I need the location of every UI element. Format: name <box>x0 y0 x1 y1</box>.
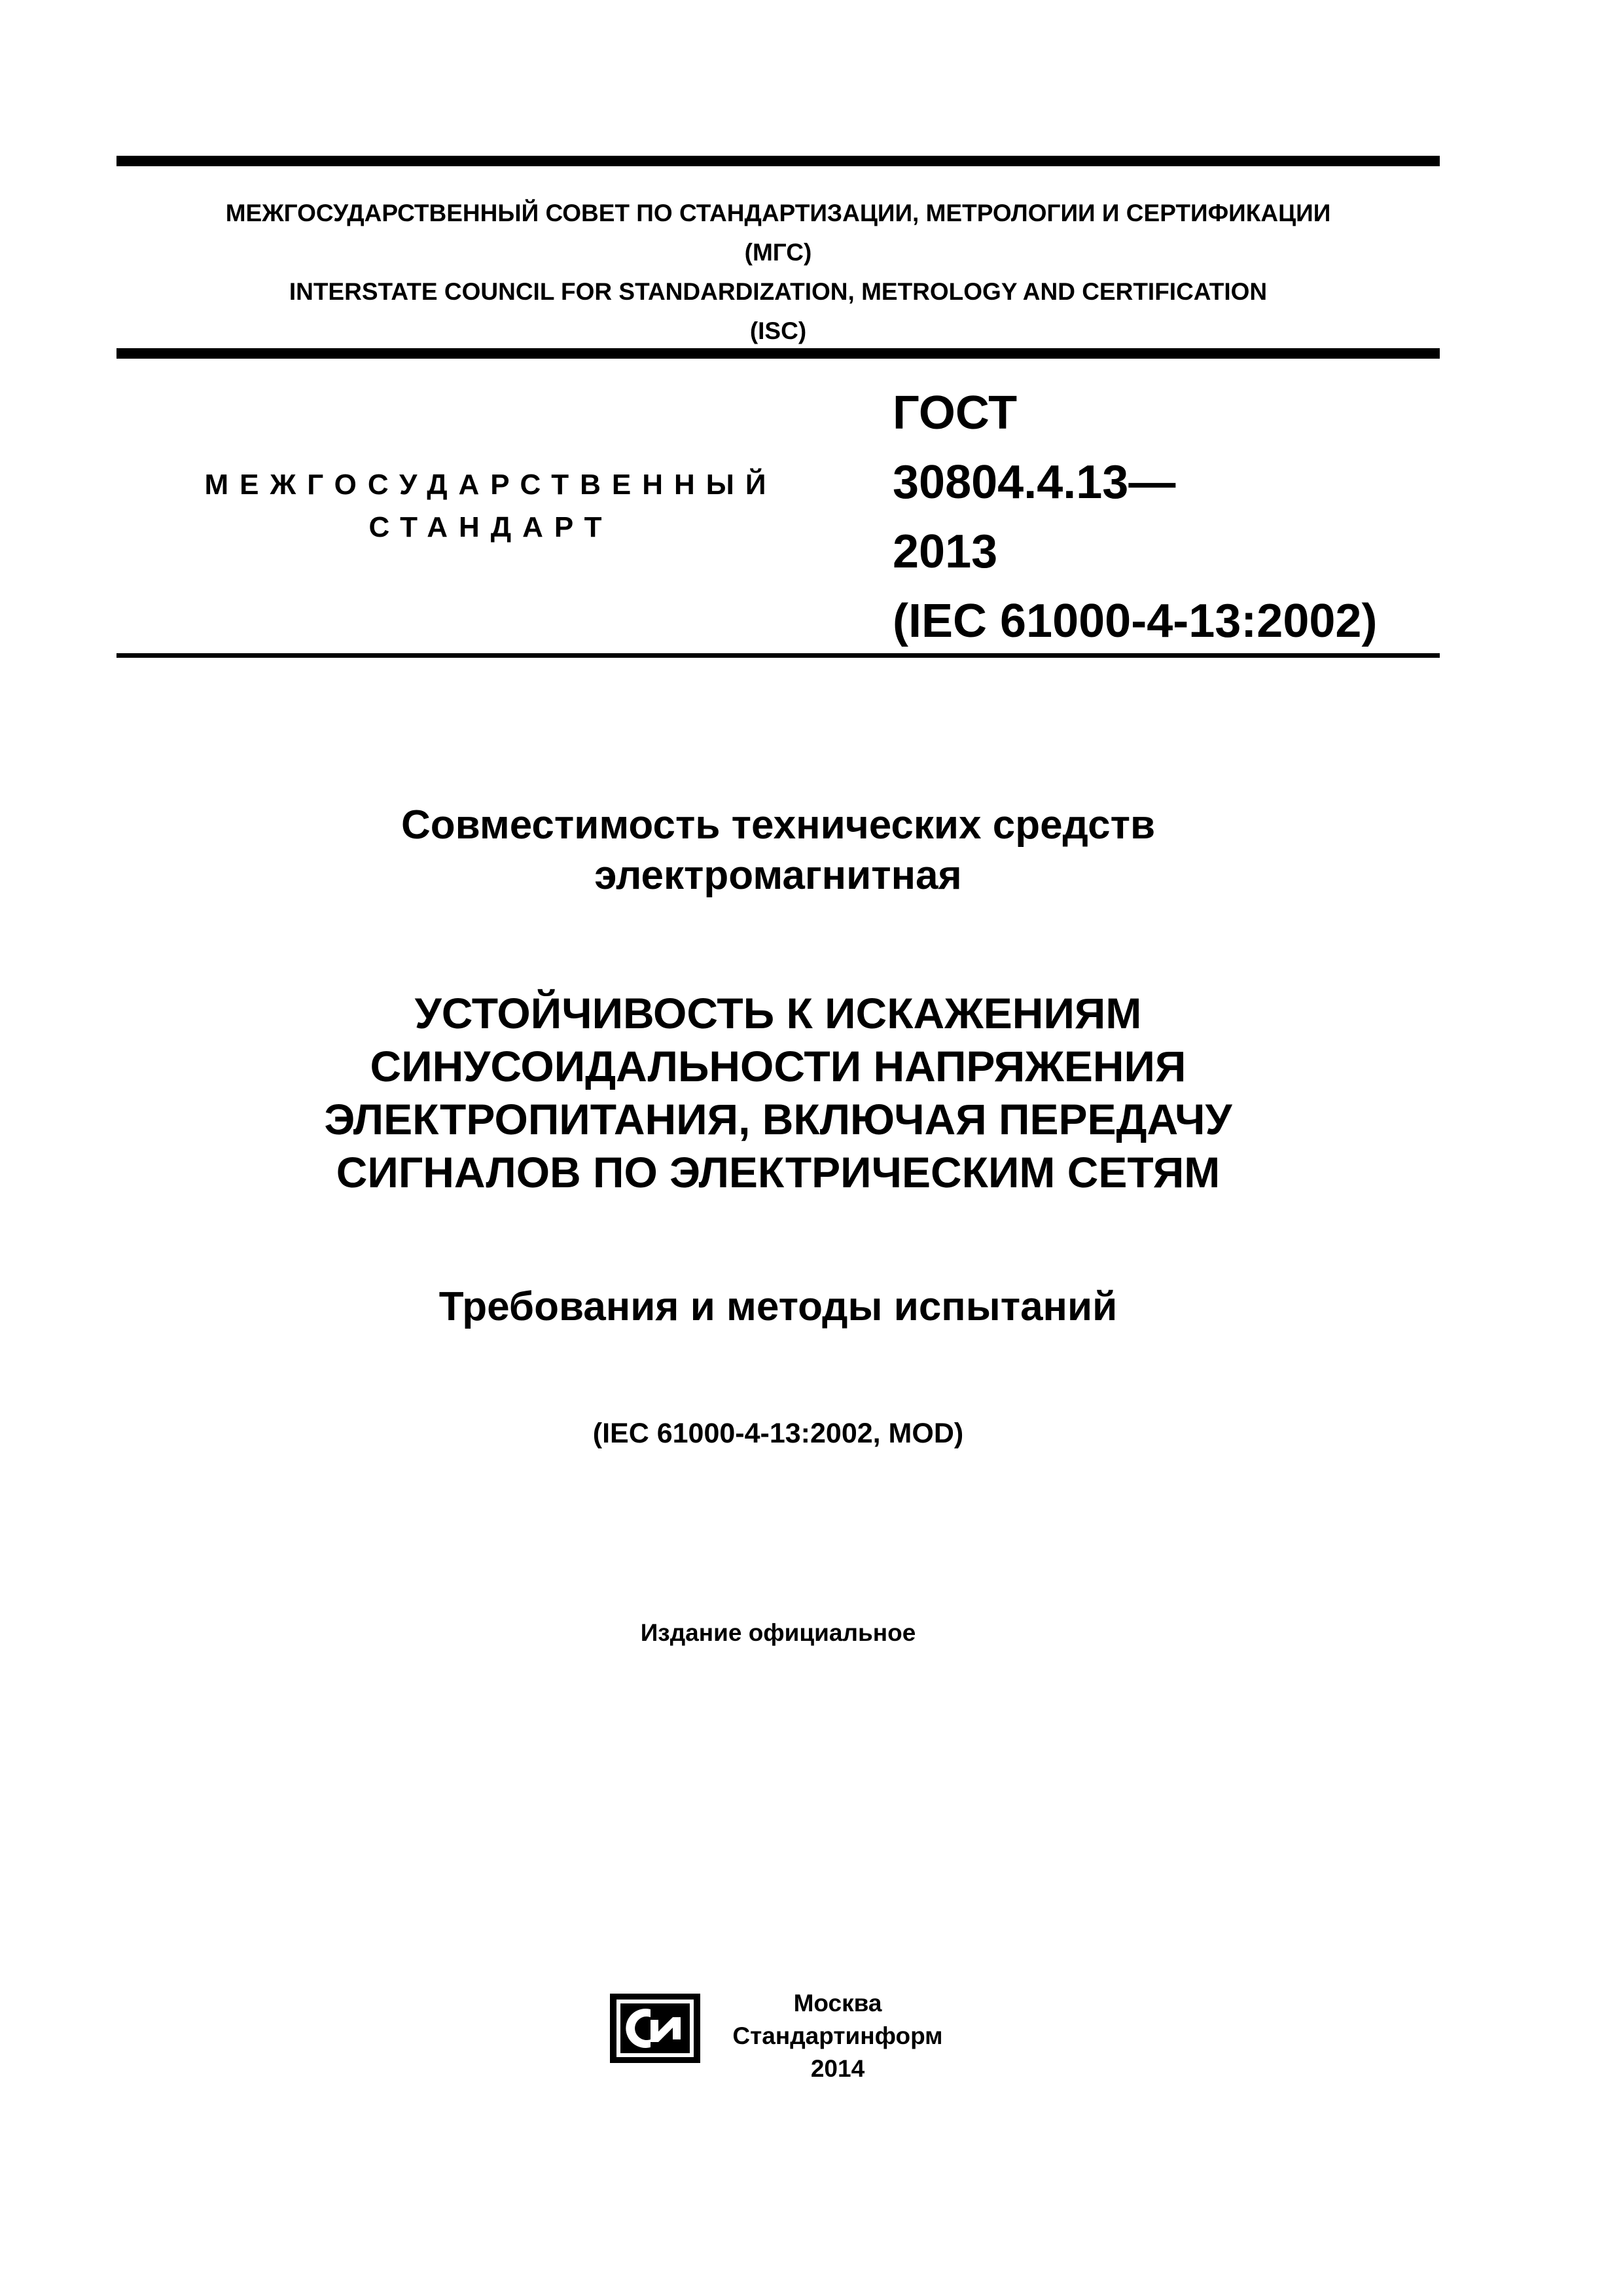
publisher-year: 2014 <box>810 2055 865 2082</box>
official-edition: Издание официальное <box>640 1619 916 1646</box>
designation-iec: (IEC 61000-4-13:2002) <box>893 595 1378 647</box>
standard-type <box>164 463 818 548</box>
standard-type-line1: МЕЖГОСУДАРСТВЕННЫЙ <box>204 469 777 501</box>
main-title-line1: УСТОЙЧИВОСТЬ К ИСКАЖЕНИЯМ <box>414 989 1142 1037</box>
designation-year: 2013 <box>893 526 998 578</box>
general-title <box>116 800 1440 901</box>
sub-title-line: Требования и методы испытаний <box>438 1284 1118 1329</box>
council-abbr-ru: (МГС) <box>744 239 812 266</box>
general-title-line2: электромагнитная <box>594 853 962 898</box>
middle-rule <box>116 348 1440 359</box>
top-rule <box>116 156 1440 166</box>
standard-designation <box>893 378 1377 656</box>
bottom-rule <box>116 653 1440 658</box>
sub-title <box>116 1282 1440 1332</box>
publisher-name: Стандартинформ <box>732 2022 943 2049</box>
publisher-block <box>707 1987 969 2085</box>
main-title-line4: СИГНАЛОВ ПО ЭЛЕКТРИЧЕСКИМ СЕТЯМ <box>336 1148 1221 1196</box>
council-abbr-en: (ISC) <box>749 317 807 344</box>
standard-type-line2: СТАНДАРТ <box>368 511 613 543</box>
main-title-line3: ЭЛЕКТРОПИТАНИЯ, ВКЛЮЧАЯ ПЕРЕДАЧУ <box>324 1095 1232 1143</box>
council-header <box>116 194 1440 351</box>
council-name-ru: МЕЖГОСУДАРСТВЕННЫЙ СОВЕТ ПО СТАНДАРТИЗАЦИИ, МЕТРОЛОГИИ И СЕРТИФИКАЦИИ <box>225 200 1331 226</box>
main-title <box>116 987 1440 1199</box>
publisher-city: Москва <box>793 1990 882 2017</box>
standartinform-logo-icon <box>610 1994 700 2063</box>
designation-number: 30804.4.13— <box>893 456 1176 509</box>
iec-reference: (IEC 61000-4-13:2002, MOD) <box>592 1418 964 1449</box>
council-name-en: INTERSTATE COUNCIL FOR STANDARDIZATION, METROLOGY AND CERTIFICATION <box>289 278 1268 305</box>
designation-gost: ГОСТ <box>893 387 1018 439</box>
general-title-line1: Совместимость технических средств <box>401 802 1156 848</box>
main-title-line2: СИНУСОИДАЛЬНОСТИ НАПРЯЖЕНИЯ <box>370 1042 1186 1090</box>
